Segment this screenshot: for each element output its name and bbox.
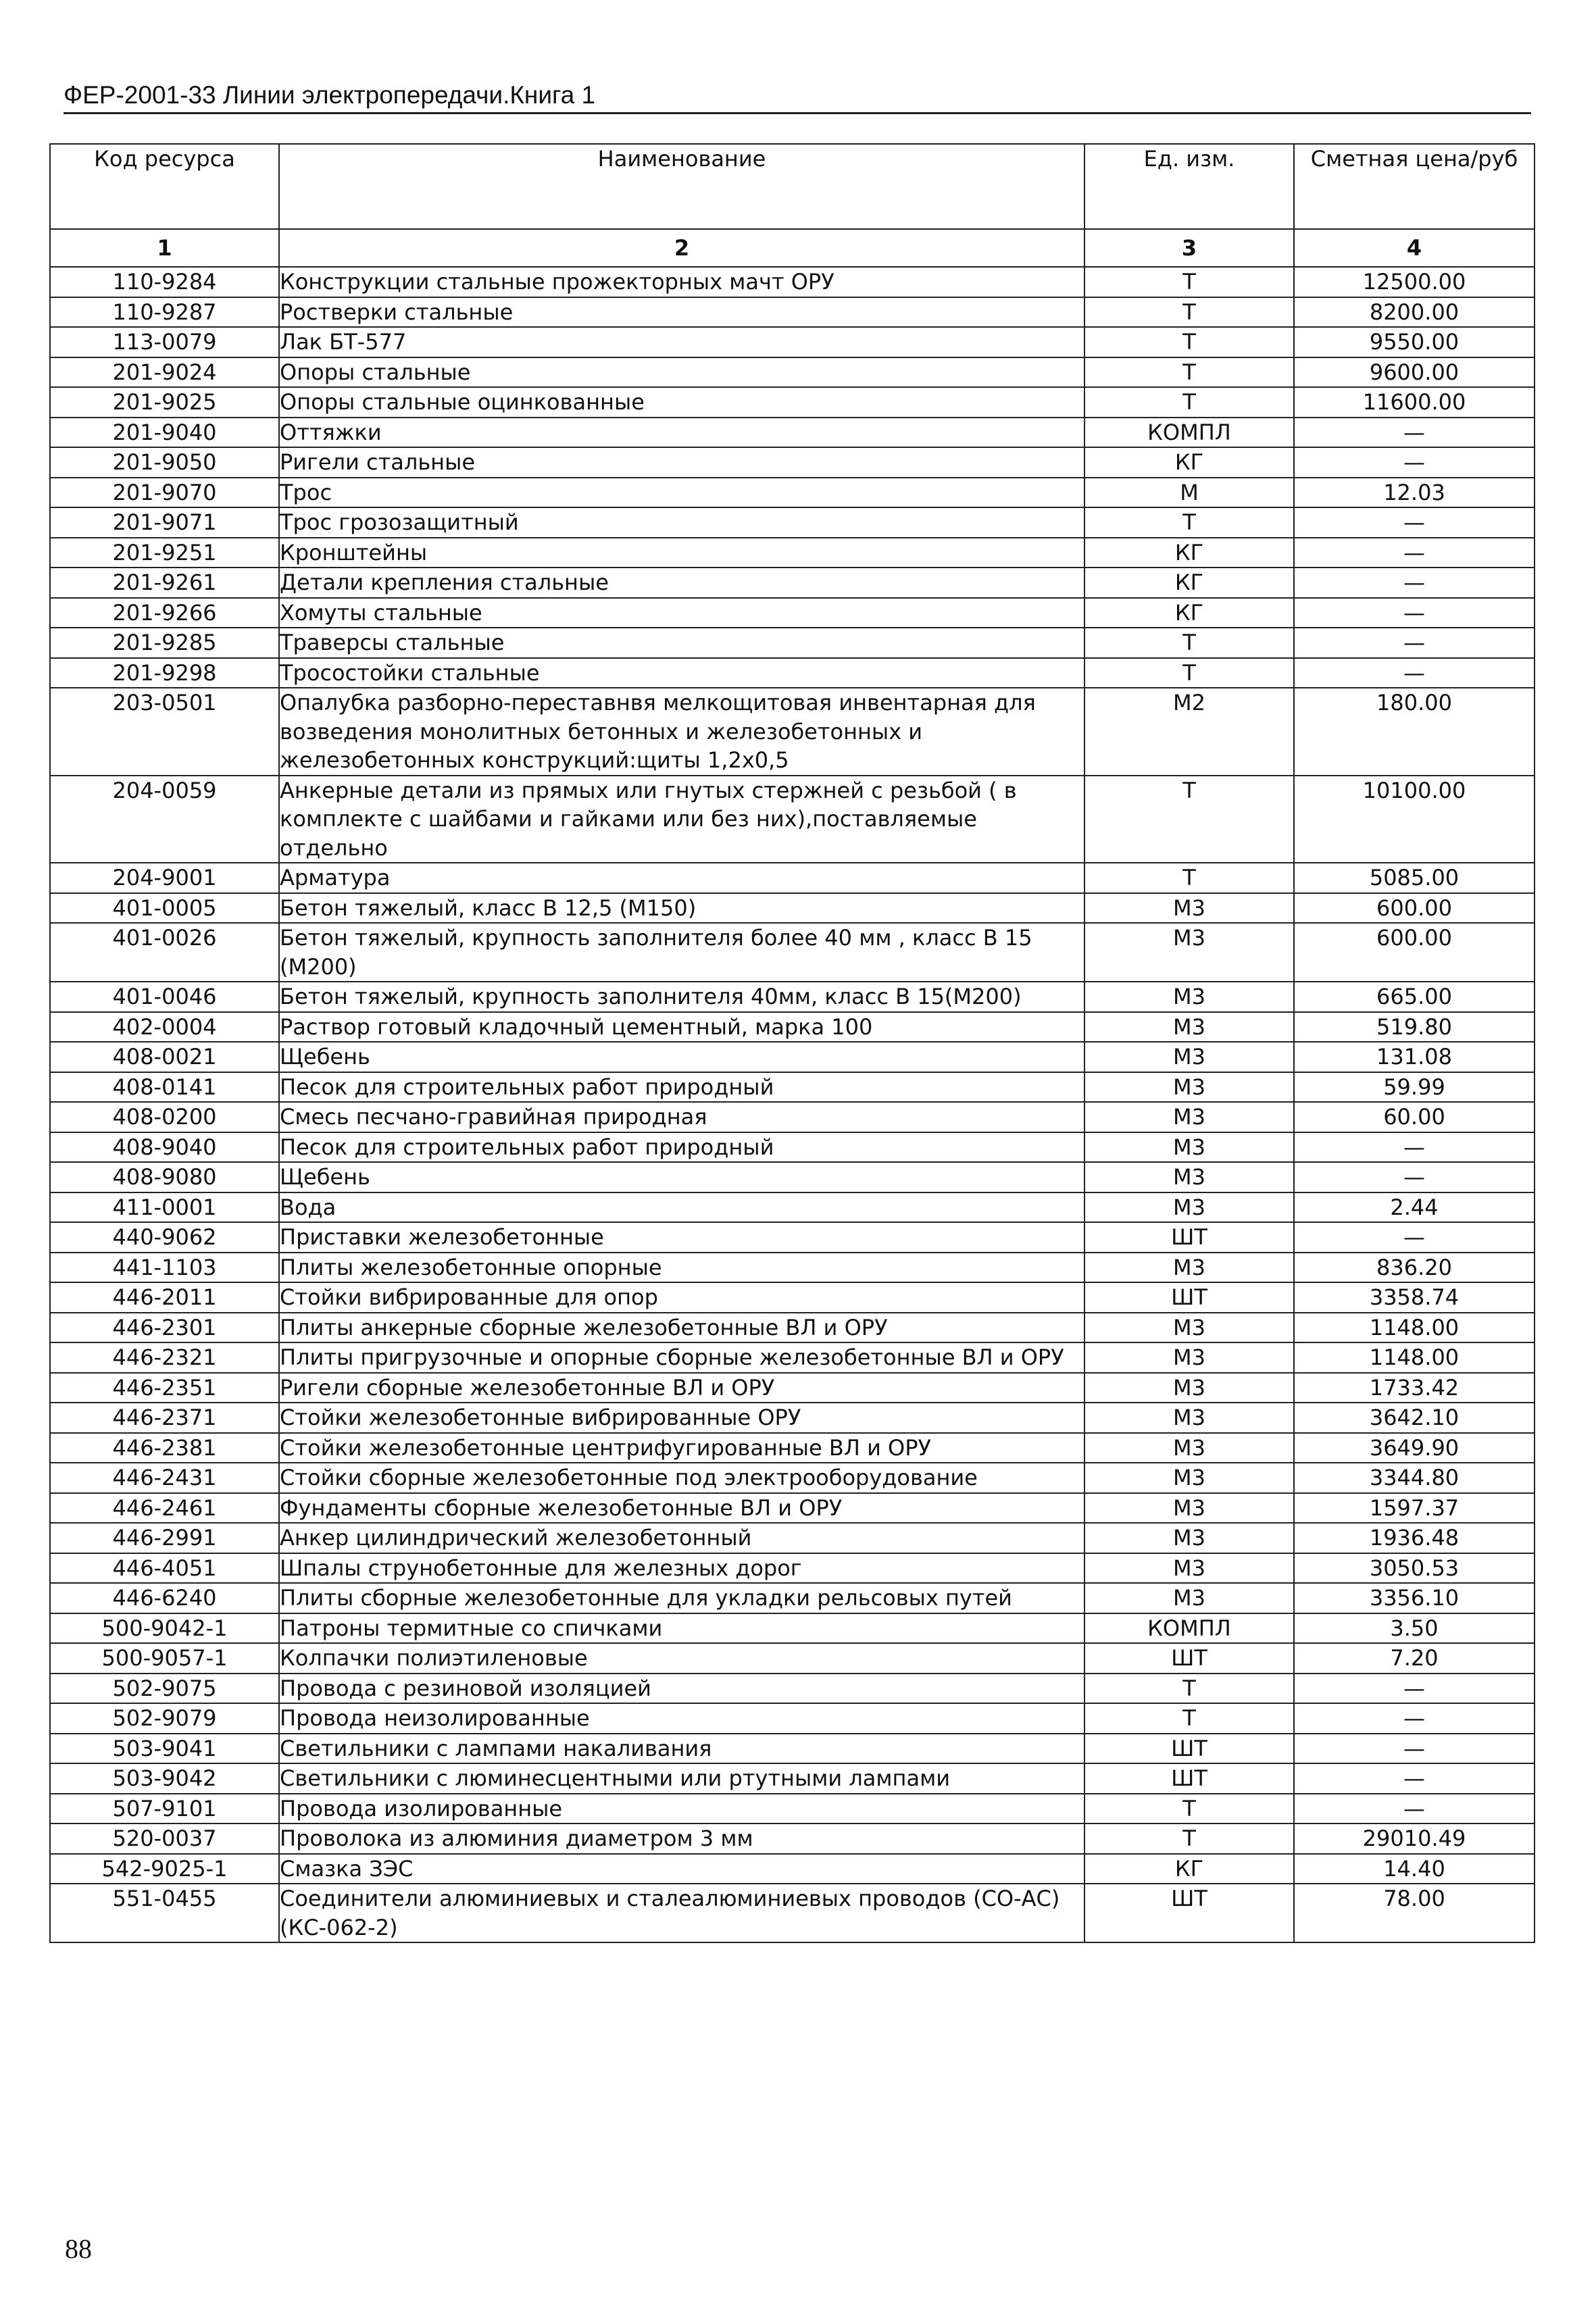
cell-resource-code: 446-2371 [50, 1403, 279, 1433]
table-row [50, 1042, 1535, 1072]
cell-price: 59.99 [1294, 1072, 1535, 1103]
cell-resource-code: 446-2461 [50, 1493, 279, 1524]
cell-name: Смазка ЗЭС [279, 1854, 1084, 1884]
running-header: ФЕР-2001-33 Линии электропередачи.Книга 1 [64, 80, 1531, 114]
cell-resource-code: 113-0079 [50, 327, 279, 357]
cell-name: Ростверки стальные [279, 297, 1084, 328]
cell-price: — [1294, 1674, 1535, 1704]
cell-resource-code: 201-9298 [50, 658, 279, 688]
cell-resource-code: 408-9080 [50, 1162, 279, 1192]
table-row [50, 893, 1535, 924]
table-row [50, 776, 1535, 863]
cell-resource-code: 201-9261 [50, 568, 279, 598]
cell-unit: Т [1084, 507, 1294, 538]
cell-price: 1597.37 [1294, 1493, 1535, 1524]
resources-table [49, 143, 1535, 1943]
cell-resource-code: 500-9057-1 [50, 1643, 279, 1674]
cell-name: Раствор готовый кладочный цементный, марка 100 [279, 1012, 1084, 1042]
cell-unit: М3 [1084, 1553, 1294, 1584]
table-row [50, 598, 1535, 628]
cell-resource-code: 441-1103 [50, 1253, 279, 1283]
cell-name: Трос [279, 478, 1084, 508]
table-row [50, 982, 1535, 1012]
cell-name: Стойки железобетонные центрифугированные ВЛ и ОРУ [279, 1433, 1084, 1463]
header-resource-code: Код ресурса [50, 144, 279, 229]
cell-unit: Т [1084, 1823, 1294, 1854]
cell-price: 131.08 [1294, 1042, 1535, 1072]
cell-name: Фундаменты сборные железобетонные ВЛ и ОРУ [279, 1493, 1084, 1524]
cell-price: 3344.80 [1294, 1463, 1535, 1493]
cell-price: — [1294, 1222, 1535, 1253]
cell-resource-code: 203-0501 [50, 688, 279, 776]
table-body [50, 267, 1535, 1942]
cell-unit: Т [1084, 357, 1294, 388]
cell-unit: КГ [1084, 568, 1294, 598]
cell-name: Ригели стальные [279, 447, 1084, 478]
cell-unit: Т [1084, 267, 1294, 297]
cell-resource-code: 204-9001 [50, 863, 279, 893]
cell-unit: Т [1084, 1674, 1294, 1704]
cell-unit: Т [1084, 776, 1294, 863]
cell-unit: ШТ [1084, 1734, 1294, 1764]
table-row [50, 1854, 1535, 1884]
cell-name: Провода с резиновой изоляцией [279, 1674, 1084, 1704]
table-row [50, 327, 1535, 357]
cell-price: 600.00 [1294, 923, 1535, 982]
cell-resource-code: 440-9062 [50, 1222, 279, 1253]
cell-resource-code: 401-0026 [50, 923, 279, 982]
table-row [50, 418, 1535, 448]
table-row [50, 1553, 1535, 1584]
table-row [50, 1102, 1535, 1132]
table-row [50, 1072, 1535, 1103]
cell-price: — [1294, 1763, 1535, 1794]
cell-price: 9600.00 [1294, 357, 1535, 388]
cell-resource-code: 204-0059 [50, 776, 279, 863]
cell-resource-code: 446-2011 [50, 1282, 279, 1313]
cell-resource-code: 402-0004 [50, 1012, 279, 1042]
cell-unit: Т [1084, 297, 1294, 328]
cell-price: 14.40 [1294, 1854, 1535, 1884]
table-row [50, 863, 1535, 893]
table-row [50, 387, 1535, 418]
cell-name: Колпачки полиэтиленовые [279, 1643, 1084, 1674]
column-number-row [50, 229, 1535, 267]
cell-name: Шпалы струнобетонные для железных дорог [279, 1553, 1084, 1584]
cell-name: Бетон тяжелый, крупность заполнителя 40мм, класс В 15(М200) [279, 982, 1084, 1012]
cell-resource-code: 408-0200 [50, 1102, 279, 1132]
cell-price: — [1294, 658, 1535, 688]
cell-name: Оттяжки [279, 418, 1084, 448]
cell-price: — [1294, 507, 1535, 538]
cell-unit: ШТ [1084, 1222, 1294, 1253]
cell-name: Арматура [279, 863, 1084, 893]
table-row [50, 1253, 1535, 1283]
cell-price: — [1294, 538, 1535, 568]
cell-name: Песок для строительных работ природный [279, 1072, 1084, 1103]
cell-price: 12500.00 [1294, 267, 1535, 297]
column-number: 1 [50, 229, 279, 267]
cell-unit: М2 [1084, 688, 1294, 776]
cell-resource-code: 401-0046 [50, 982, 279, 1012]
cell-name: Приставки железобетонные [279, 1222, 1084, 1253]
cell-price: 1936.48 [1294, 1523, 1535, 1553]
cell-name: Траверсы стальные [279, 628, 1084, 658]
cell-resource-code: 446-2431 [50, 1463, 279, 1493]
cell-name: Стойки вибрированные для опор [279, 1282, 1084, 1313]
cell-resource-code: 408-0141 [50, 1072, 279, 1103]
cell-price: 1148.00 [1294, 1313, 1535, 1343]
cell-price: 3050.53 [1294, 1553, 1535, 1584]
page-number: 88 [65, 2234, 92, 2264]
cell-name: Провода изолированные [279, 1794, 1084, 1824]
cell-unit: М3 [1084, 1313, 1294, 1343]
cell-price: — [1294, 1162, 1535, 1192]
table-row [50, 1674, 1535, 1704]
cell-price: 10100.00 [1294, 776, 1535, 863]
cell-unit: ШТ [1084, 1884, 1294, 1942]
cell-unit: М3 [1084, 1042, 1294, 1072]
cell-resource-code: 520-0037 [50, 1823, 279, 1854]
cell-unit: М3 [1084, 1192, 1294, 1223]
table-row [50, 1463, 1535, 1493]
cell-price: 180.00 [1294, 688, 1535, 776]
cell-name: Лак БТ-577 [279, 327, 1084, 357]
cell-price: 5085.00 [1294, 863, 1535, 893]
table-row [50, 1012, 1535, 1042]
table-row [50, 1192, 1535, 1223]
cell-unit: М3 [1084, 1072, 1294, 1103]
cell-resource-code: 110-9287 [50, 297, 279, 328]
cell-price: — [1294, 1794, 1535, 1824]
cell-price: 78.00 [1294, 1884, 1535, 1942]
table-row [50, 923, 1535, 982]
cell-name: Анкерные детали из прямых или гнутых стержней с резьбой ( в комплекте с шайбами и гайками или без них),поставляемые отдельно [279, 776, 1084, 863]
cell-unit: М3 [1084, 1493, 1294, 1524]
cell-unit: М3 [1084, 1403, 1294, 1433]
cell-resource-code: 110-9284 [50, 267, 279, 297]
cell-price: 60.00 [1294, 1102, 1535, 1132]
cell-resource-code: 408-9040 [50, 1132, 279, 1163]
cell-unit: М3 [1084, 893, 1294, 924]
table-row [50, 507, 1535, 538]
cell-unit: М3 [1084, 1253, 1294, 1283]
cell-resource-code: 551-0455 [50, 1884, 279, 1942]
cell-name: Смесь песчано-гравийная природная [279, 1102, 1084, 1132]
header-unit: Ед. изм. [1084, 144, 1294, 229]
cell-resource-code: 446-2991 [50, 1523, 279, 1553]
cell-unit: КГ [1084, 598, 1294, 628]
table-row [50, 1222, 1535, 1253]
cell-resource-code: 503-9042 [50, 1763, 279, 1794]
cell-resource-code: 201-9024 [50, 357, 279, 388]
cell-price: — [1294, 628, 1535, 658]
cell-resource-code: 201-9070 [50, 478, 279, 508]
table-row [50, 1433, 1535, 1463]
table-row [50, 1282, 1535, 1313]
table-row [50, 688, 1535, 776]
table-row [50, 1132, 1535, 1163]
cell-unit: ШТ [1084, 1282, 1294, 1313]
table-row [50, 1313, 1535, 1343]
table-row [50, 658, 1535, 688]
cell-name: Детали крепления стальные [279, 568, 1084, 598]
cell-price: 8200.00 [1294, 297, 1535, 328]
cell-resource-code: 507-9101 [50, 1794, 279, 1824]
table-row [50, 447, 1535, 478]
cell-unit: КОМПЛ [1084, 1613, 1294, 1644]
table-row [50, 1823, 1535, 1854]
cell-name: Щебень [279, 1042, 1084, 1072]
cell-price: 3358.74 [1294, 1282, 1535, 1313]
cell-name: Щебень [279, 1162, 1084, 1192]
cell-resource-code: 411-0001 [50, 1192, 279, 1223]
cell-unit: КГ [1084, 1854, 1294, 1884]
cell-resource-code: 503-9041 [50, 1734, 279, 1764]
cell-name: Стойки железобетонные вибрированные ОРУ [279, 1403, 1084, 1433]
cell-price: 3642.10 [1294, 1403, 1535, 1433]
cell-price: 29010.49 [1294, 1823, 1535, 1854]
cell-name: Плиты сборные железобетонные для укладки рельсовых путей [279, 1583, 1084, 1613]
cell-price: — [1294, 1734, 1535, 1764]
cell-unit: М3 [1084, 1162, 1294, 1192]
cell-resource-code: 401-0005 [50, 893, 279, 924]
cell-name: Стойки сборные железобетонные под электрооборудование [279, 1463, 1084, 1493]
cell-unit: М3 [1084, 1463, 1294, 1493]
cell-name: Вода [279, 1192, 1084, 1223]
cell-name: Соединители алюминиевых и сталеалюминиевых проводов (СО-АС) (КС-062-2) [279, 1884, 1084, 1942]
cell-unit: М3 [1084, 1012, 1294, 1042]
cell-price: — [1294, 1132, 1535, 1163]
column-number: 3 [1084, 229, 1294, 267]
cell-price: 3649.90 [1294, 1433, 1535, 1463]
cell-price: 3356.10 [1294, 1583, 1535, 1613]
cell-unit: Т [1084, 863, 1294, 893]
cell-name: Песок для строительных работ природный [279, 1132, 1084, 1163]
table-row [50, 1583, 1535, 1613]
cell-price: — [1294, 1703, 1535, 1734]
cell-resource-code: 201-9251 [50, 538, 279, 568]
cell-unit: М3 [1084, 1373, 1294, 1403]
cell-price: 2.44 [1294, 1192, 1535, 1223]
cell-price: 3.50 [1294, 1613, 1535, 1644]
cell-unit: Т [1084, 658, 1294, 688]
column-number: 2 [279, 229, 1084, 267]
cell-unit: Т [1084, 327, 1294, 357]
cell-unit: М3 [1084, 923, 1294, 982]
cell-name: Хомуты стальные [279, 598, 1084, 628]
cell-resource-code: 502-9079 [50, 1703, 279, 1734]
cell-resource-code: 542-9025-1 [50, 1854, 279, 1884]
cell-resource-code: 201-9266 [50, 598, 279, 628]
cell-unit: М3 [1084, 1523, 1294, 1553]
cell-unit: Т [1084, 1794, 1294, 1824]
cell-unit: Т [1084, 387, 1294, 418]
cell-price: 836.20 [1294, 1253, 1535, 1283]
cell-unit: КГ [1084, 447, 1294, 478]
cell-unit: М3 [1084, 1102, 1294, 1132]
cell-resource-code: 502-9075 [50, 1674, 279, 1704]
cell-resource-code: 408-0021 [50, 1042, 279, 1072]
cell-name: Светильники с люминесцентными или ртутными лампами [279, 1763, 1084, 1794]
cell-name: Плиты пригрузочные и опорные сборные железобетонные ВЛ и ОРУ [279, 1342, 1084, 1373]
cell-resource-code: 201-9050 [50, 447, 279, 478]
table-row [50, 538, 1535, 568]
cell-unit: Т [1084, 1703, 1294, 1734]
cell-name: Кронштейны [279, 538, 1084, 568]
cell-unit: М [1084, 478, 1294, 508]
table-row [50, 478, 1535, 508]
cell-name: Трос грозозащитный [279, 507, 1084, 538]
cell-price: — [1294, 598, 1535, 628]
cell-name: Конструкции стальные прожекторных мачт ОРУ [279, 267, 1084, 297]
cell-price: 519.80 [1294, 1012, 1535, 1042]
cell-name: Опоры стальные [279, 357, 1084, 388]
cell-name: Проволока из алюминия диаметром 3 мм [279, 1823, 1084, 1854]
table-row [50, 1613, 1535, 1644]
cell-unit: М3 [1084, 982, 1294, 1012]
cell-resource-code: 446-2351 [50, 1373, 279, 1403]
cell-price: — [1294, 418, 1535, 448]
table-row [50, 1794, 1535, 1824]
cell-name: Анкер цилиндрический железобетонный [279, 1523, 1084, 1553]
cell-resource-code: 201-9040 [50, 418, 279, 448]
table-row [50, 1734, 1535, 1764]
cell-name: Опалубка разборно-переставнвя мелкощитовая инвентарная для возведения монолитных бетонных и железобетонных и железобетонных конструкций:щиты 1,2х0,5 [279, 688, 1084, 776]
table-row [50, 1342, 1535, 1373]
cell-unit: КГ [1084, 538, 1294, 568]
cell-name: Плиты анкерные сборные железобетонные ВЛ и ОРУ [279, 1313, 1084, 1343]
table-row [50, 297, 1535, 328]
cell-price: 1733.42 [1294, 1373, 1535, 1403]
cell-price: 600.00 [1294, 893, 1535, 924]
cell-unit: ШТ [1084, 1643, 1294, 1674]
cell-resource-code: 201-9071 [50, 507, 279, 538]
cell-unit: М3 [1084, 1132, 1294, 1163]
cell-name: Провода неизолированные [279, 1703, 1084, 1734]
table-row [50, 568, 1535, 598]
cell-price: — [1294, 568, 1535, 598]
cell-resource-code: 446-2321 [50, 1342, 279, 1373]
cell-name: Светильники с лампами накаливания [279, 1734, 1084, 1764]
cell-unit: М3 [1084, 1342, 1294, 1373]
cell-price: 9550.00 [1294, 327, 1535, 357]
table-row [50, 1523, 1535, 1553]
table-row [50, 1643, 1535, 1674]
cell-unit: М3 [1084, 1583, 1294, 1613]
cell-unit: М3 [1084, 1433, 1294, 1463]
header-name: Наименование [279, 144, 1084, 229]
cell-name: Патроны термитные со спичками [279, 1613, 1084, 1644]
cell-name: Ригели сборные железобетонные ВЛ и ОРУ [279, 1373, 1084, 1403]
table-row [50, 357, 1535, 388]
table-row [50, 1403, 1535, 1433]
cell-resource-code: 446-4051 [50, 1553, 279, 1584]
cell-resource-code: 446-2381 [50, 1433, 279, 1463]
cell-resource-code: 500-9042-1 [50, 1613, 279, 1644]
cell-price: 11600.00 [1294, 387, 1535, 418]
cell-resource-code: 446-2301 [50, 1313, 279, 1343]
cell-name: Бетон тяжелый, класс В 12,5 (М150) [279, 893, 1084, 924]
table-row [50, 628, 1535, 658]
cell-resource-code: 201-9025 [50, 387, 279, 418]
cell-resource-code: 201-9285 [50, 628, 279, 658]
cell-price: 7.20 [1294, 1643, 1535, 1674]
cell-price: 1148.00 [1294, 1342, 1535, 1373]
cell-price: 665.00 [1294, 982, 1535, 1012]
table-row [50, 1884, 1535, 1942]
table-row [50, 1703, 1535, 1734]
cell-price: 12.03 [1294, 478, 1535, 508]
table-header-row [50, 144, 1535, 229]
table-row [50, 1493, 1535, 1524]
cell-resource-code: 446-6240 [50, 1583, 279, 1613]
cell-name: Плиты железобетонные опорные [279, 1253, 1084, 1283]
cell-price: — [1294, 447, 1535, 478]
table-row [50, 1373, 1535, 1403]
table-row [50, 1162, 1535, 1192]
cell-unit: Т [1084, 628, 1294, 658]
table-row [50, 267, 1535, 297]
cell-name: Бетон тяжелый, крупность заполнителя более 40 мм , класс В 15 (М200) [279, 923, 1084, 982]
cell-name: Опоры стальные оцинкованные [279, 387, 1084, 418]
column-number: 4 [1294, 229, 1535, 267]
cell-name: Тросостойки стальные [279, 658, 1084, 688]
cell-unit: ШТ [1084, 1763, 1294, 1794]
table-row [50, 1763, 1535, 1794]
header-price: Сметная цена/руб [1294, 144, 1535, 229]
cell-unit: КОМПЛ [1084, 418, 1294, 448]
